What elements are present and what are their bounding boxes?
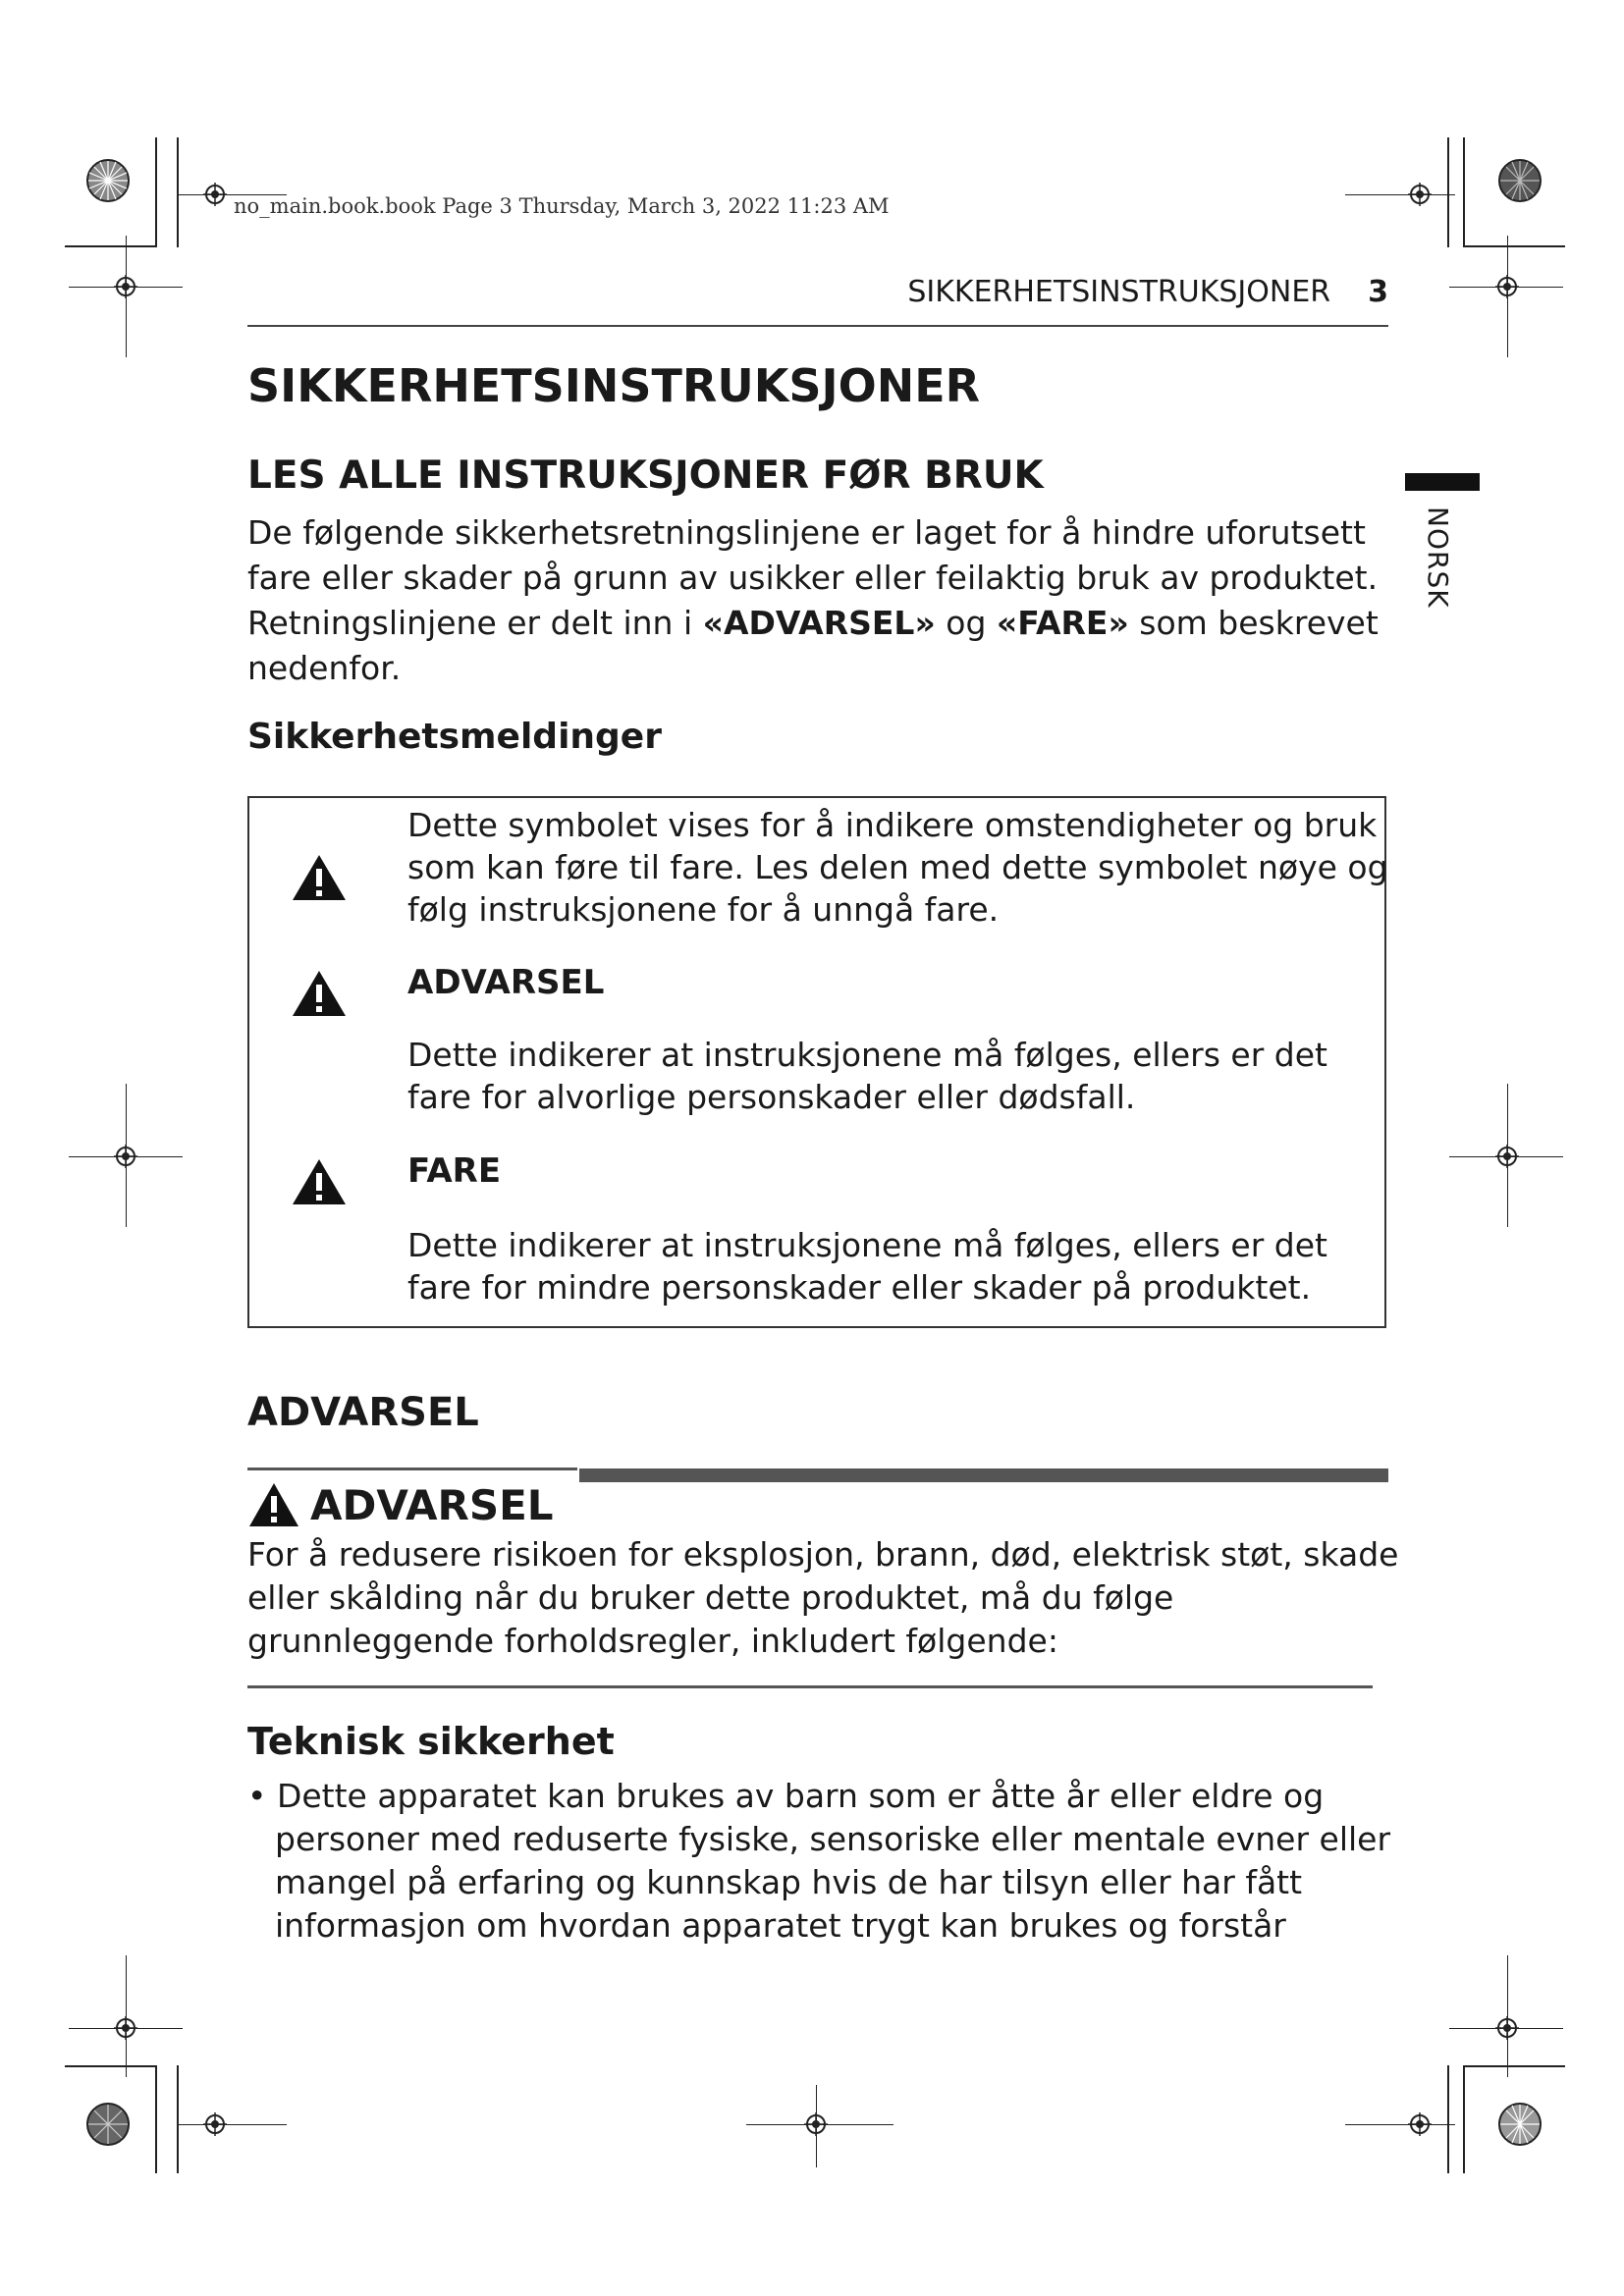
crop-mark [1463, 2065, 1465, 2173]
symbol-description [407, 804, 1388, 931]
crop-mark [177, 2124, 287, 2125]
crop-mark [177, 2065, 179, 2173]
subsection-heading: Sikkerhetsmeldinger [247, 717, 662, 757]
warning-bottom-rule [247, 1685, 1373, 1688]
intro-text: og [935, 604, 997, 642]
crop-mark [816, 2085, 817, 2167]
running-head [247, 275, 1388, 309]
box-line: som kan føre til fare. Les delen med dette symbolet nøye og [407, 848, 1388, 886]
bullet-line: informasjon om hvordan apparatet trygt kan brukes og forstår [275, 1906, 1286, 1945]
intro-line: De følgende sikkerhetsretningslinjene er laget for å hindre uforutsett [247, 513, 1366, 552]
crop-mark [1507, 1955, 1508, 2077]
bullet-line: • Dette apparatet kan brukes av barn som er åtte år eller eldre og [247, 1777, 1325, 1815]
intro-bold-advarsel: «ADVARSEL» [702, 604, 936, 642]
crop-mark [1507, 1084, 1508, 1227]
color-rosette-icon [85, 158, 131, 203]
intro-line: fare eller skader på grunn av usikker eller feilaktig bruk av produktet. [247, 559, 1379, 597]
crop-mark [1507, 236, 1508, 357]
warning-triangle-icon [247, 1481, 300, 1528]
color-rosette-icon [1497, 2102, 1543, 2147]
bullet-line: mangel på erfaring og kunnskap hvis de har tilsyn eller har fått [275, 1863, 1303, 1901]
box-line: Dette indikerer at instruksjonene må følges, ellers er det [407, 1036, 1327, 1074]
intro-bold-fare: «FARE» [996, 604, 1129, 642]
warning-line: grunnleggende forholdsregler, inkludert følgende: [247, 1622, 1058, 1660]
crop-mark [746, 2124, 893, 2125]
warning-body [247, 1533, 1398, 1663]
crop-mark [1345, 194, 1455, 195]
page-number: 3 [1368, 275, 1388, 309]
crop-mark [155, 2065, 157, 2173]
warning-rule [579, 1468, 1388, 1482]
intro-text: som beskrevet [1128, 604, 1379, 642]
warning-label: ADVARSEL [407, 963, 605, 1002]
warning-triangle-icon [291, 1157, 348, 1206]
intro-paragraph [247, 510, 1396, 691]
warning-rule [247, 1468, 577, 1470]
bullet-item [247, 1775, 1390, 1948]
warning-line: For å redusere risikoen for eksplosjon, brann, død, elektrisk støt, skade [247, 1535, 1399, 1574]
section-heading: LES ALLE INSTRUKSJONER FØR BRUK [247, 454, 1044, 498]
warning-triangle-icon [291, 969, 348, 1018]
danger-label: FARE [407, 1151, 502, 1191]
language-tab: NORSK [1422, 507, 1454, 609]
advarsel-heading: ADVARSEL [247, 1390, 479, 1435]
intro-line [247, 601, 1396, 646]
bullet-line: personer med reduserte fysiske, sensoriske eller mentale evner eller [275, 1820, 1391, 1858]
intro-line: nedenfor. [247, 649, 402, 687]
crop-mark [155, 137, 157, 247]
crop-mark [177, 137, 179, 247]
warning-title [247, 1477, 554, 1532]
warning-line: eller skålding når du bruker dette produktet, må du følge [247, 1578, 1174, 1617]
box-line: følg instruksjonene for å unngå fare. [407, 890, 1000, 929]
box-line: Dette indikerer at instruksjonene må følges, ellers er det [407, 1226, 1327, 1264]
language-tab-bar [1405, 473, 1480, 491]
safety-messages-box [247, 796, 1386, 1328]
header-rule [247, 325, 1388, 327]
crop-mark [1345, 2124, 1455, 2125]
warning-title-text: ADVARSEL [310, 1480, 554, 1529]
color-rosette-icon [85, 2102, 131, 2147]
crop-mark [1463, 245, 1565, 247]
crop-mark [65, 245, 157, 247]
running-head-title: SIKKERHETSINSTRUKSJONER [907, 275, 1331, 309]
color-rosette-icon [1497, 158, 1543, 203]
crop-mark [1447, 2065, 1449, 2173]
crop-mark [1449, 287, 1563, 288]
print-slug: no_main.book.book Page 3 Thursday, March 3, 2022 11:23 AM [234, 194, 890, 218]
crop-mark [1447, 137, 1449, 247]
box-line: fare for mindre personskader eller skader på produktet. [407, 1268, 1312, 1307]
box-line: Dette symbolet vises for å indikere omstendigheter og bruk [407, 806, 1378, 844]
intro-text: Retningslinjene er delt inn i [247, 604, 703, 642]
danger-description [407, 1224, 1327, 1308]
warning-description [407, 1034, 1327, 1118]
crop-mark [65, 2065, 157, 2067]
crop-mark [126, 236, 127, 357]
page-title: SIKKERHETSINSTRUKSJONER [247, 359, 981, 412]
warning-triangle-icon [291, 853, 348, 902]
crop-mark [1449, 2028, 1563, 2029]
crop-mark [1463, 2065, 1565, 2067]
crop-mark [126, 1084, 127, 1227]
box-line: fare for alvorlige personskader eller dødsfall. [407, 1078, 1136, 1116]
crop-mark [126, 1955, 127, 2077]
technical-safety-heading: Teknisk sikkerhet [247, 1720, 615, 1763]
crop-mark [1463, 137, 1465, 247]
crop-mark [1449, 1156, 1563, 1157]
